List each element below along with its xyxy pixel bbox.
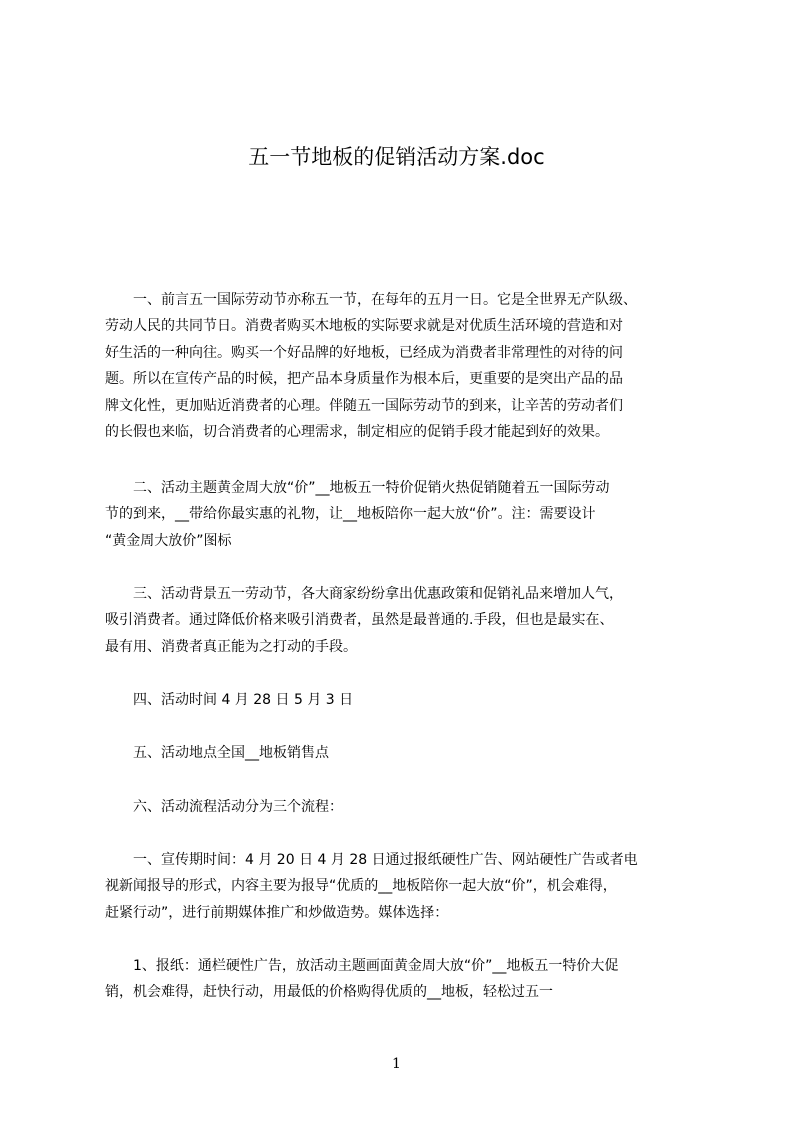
- text-line: 劳动人民的共同节日。消费者购买木地板的实际要求就是对优质生活环境的营造和对: [105, 318, 623, 335]
- paragraph-location: [105, 740, 705, 766]
- text-line: 六、活动流程活动分为三个流程：: [105, 799, 343, 815]
- paragraph-process: [105, 794, 705, 820]
- document-title: 五一节地板的促销活动方案.doc: [248, 145, 545, 169]
- paragraph-time: [105, 687, 705, 713]
- paragraph-theme: [105, 475, 705, 554]
- text-line: 销，机会难得，赶快行动，用最低的价格购得优质的__地板，轻松过五一: [105, 984, 553, 1001]
- text-line: 五、活动地点全国__地板销售点: [105, 745, 329, 761]
- text-line: 1、报纸：通栏硬性广告，放活动主题画面黄金周大放“价”__地板五一特价大促: [105, 958, 619, 974]
- paragraph-preface: [105, 287, 705, 445]
- text-line: 视新闻报导的形式，内容主要为报导“优质的__地板陪你一起大放“价”，机会难得，: [105, 878, 617, 895]
- text-line: 题。所以在宣传产品的时候，把产品本身质量作为根本后，更重要的是突出产品的品: [105, 371, 623, 388]
- paragraph-promotion-period: [105, 847, 705, 926]
- paragraph-background: [105, 581, 705, 660]
- text-line: 好生活的一种向往。购买一个好品牌的好地板，已经成为消费者非常理性的对待的问: [105, 344, 623, 361]
- text-line: 节的到来，__带给你最实惠的礼物，让__地板陪你一起大放“价”。注：需要设计: [105, 506, 596, 523]
- text-line: 吸引消费者。通过降低价格来吸引消费者，虽然是最普通的.手段，但也是最实在、: [105, 612, 614, 629]
- text-line: 赶紧行动”，进行前期媒体推广和炒做造势。媒体选择：: [105, 904, 449, 921]
- text-line: 四、活动时间 4 月 28 日 5 月 3 日: [105, 692, 354, 708]
- paragraph-newspaper: [105, 953, 705, 1006]
- text-line: 二、活动主题黄金周大放“价”__地板五一特价促销火热促销随着五一国际劳动: [105, 480, 610, 496]
- text-line: “黄金周大放价”图标: [105, 532, 232, 549]
- page-number: 1: [392, 1056, 401, 1072]
- text-line: 牌文化性，更加贴近消费者的心理。伴随五一国际劳动节的到来，让辛苦的劳动者们: [105, 397, 623, 414]
- text-line: 三、活动背景五一劳动节，各大商家纷纷拿出优惠政策和促销礼品来增加人气，: [105, 586, 623, 602]
- text-line: 的长假也来临，切合消费者的心理需求，制定相应的促销手段才能起到好的效果。: [105, 423, 609, 440]
- text-line: 一、前言五一国际劳动节亦称五一节，在每年的五月一日。它是全世界无产队级、: [105, 292, 637, 308]
- text-line: 一、宣传期时间：4 月 20 日 4 月 28 日通过报纸硬性广告、网站硬性广告或者电: [105, 852, 638, 868]
- text-line: 最有用、消费者真正能为之打动的手段。: [105, 638, 357, 655]
